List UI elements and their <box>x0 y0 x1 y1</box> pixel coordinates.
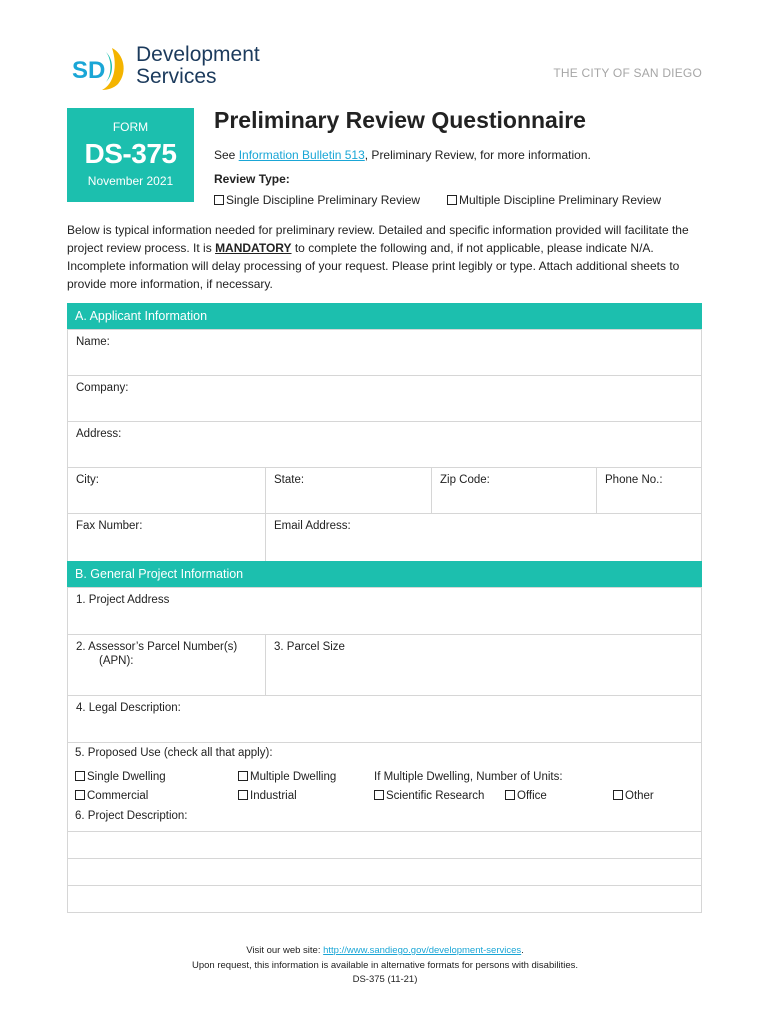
checkbox-icon[interactable] <box>238 790 248 800</box>
multiple-discipline-label: Multiple Discipline Preliminary Review <box>459 193 662 207</box>
checkbox-icon[interactable] <box>214 195 224 205</box>
intro-part2: to complete the following and, if not applicable, please indicate N/A. Incomplete information will delay processing of your request. Please print legibly or type. Attach additional sheets to provide more information, if necessary. <box>67 241 680 291</box>
form-date: November 2021 <box>87 174 174 188</box>
page-title: Preliminary Review Questionnaire <box>214 107 586 133</box>
review-type-label: Review Type: <box>214 172 290 186</box>
legal-description-label: 4. Legal Description: <box>76 702 181 714</box>
legal-description-field[interactable] <box>67 695 702 743</box>
scientific-research-option[interactable] <box>374 790 484 802</box>
name-field[interactable] <box>67 329 702 376</box>
logo-letters: SD <box>72 57 106 84</box>
logo-line1: Development <box>136 43 260 66</box>
fax-label: Fax Number: <box>76 520 143 532</box>
project-address-field[interactable] <box>67 587 702 635</box>
checkbox-icon[interactable] <box>505 790 515 800</box>
city-field[interactable] <box>67 467 266 514</box>
project-description-label: 6. Project Description: <box>75 810 188 822</box>
form-badge <box>67 108 194 202</box>
email-field[interactable] <box>265 513 702 562</box>
address-label: Address: <box>76 428 122 440</box>
city-label: City: <box>76 474 99 486</box>
apn-field[interactable] <box>67 634 266 696</box>
section-b-header: B. General Project Information <box>67 561 702 587</box>
industrial-label: Industrial <box>250 790 297 802</box>
state-label: State: <box>274 474 305 486</box>
email-label: Email Address: <box>274 520 351 532</box>
info-bulletin-link[interactable]: Information Bulletin 513 <box>238 148 365 162</box>
address-field[interactable] <box>67 421 702 468</box>
project-address-label: 1. Project Address <box>76 594 170 606</box>
scientific-research-label: Scientific Research <box>386 790 485 802</box>
project-description-line-1[interactable] <box>67 831 702 859</box>
apn-label: 2. Assessor’s Parcel Number(s) <box>76 641 238 653</box>
single-dwelling-label: Single Dwelling <box>87 771 166 783</box>
industrial-option[interactable] <box>238 790 297 802</box>
apn-label-cont: (APN): <box>99 655 134 667</box>
units-label: If Multiple Dwelling, Number of Units: <box>374 771 563 783</box>
footer-visit-text: Visit our web site: <box>246 945 324 956</box>
footer-visit-end: . <box>521 945 524 956</box>
commercial-option[interactable] <box>75 790 148 802</box>
footer-website-link[interactable]: http://www.sandiego.gov/development-services <box>323 945 522 956</box>
state-field[interactable] <box>265 467 432 514</box>
intro-paragraph <box>67 221 697 293</box>
zip-field[interactable] <box>431 467 597 514</box>
project-description-line-3[interactable] <box>67 885 702 913</box>
zip-label: Zip Code: <box>440 474 490 486</box>
other-label: Other <box>625 790 654 802</box>
multiple-dwelling-label: Multiple Dwelling <box>250 771 337 783</box>
single-discipline-option[interactable] <box>214 193 420 207</box>
parcel-size-label: 3. Parcel Size <box>274 641 345 653</box>
intro-mandatory: MANDATORY <box>215 241 292 255</box>
checkbox-icon[interactable] <box>613 790 623 800</box>
single-discipline-label: Single Discipline Preliminary Review <box>226 193 421 207</box>
commercial-label: Commercial <box>87 790 149 802</box>
intro-part1: Below is typical information needed for preliminary review. Detailed and specific information provided will facilitate the project review process. It is <box>67 223 689 255</box>
city-name: THE CITY OF SAN DIEGO <box>553 66 702 80</box>
section-a-header: A. Applicant Information <box>67 303 702 329</box>
phone-field[interactable] <box>596 467 702 514</box>
form-number: DS-375 <box>84 138 177 169</box>
company-label: Company: <box>76 382 129 394</box>
sd-logo-icon <box>72 44 130 90</box>
footer-form-code: DS-375 (11-21) <box>352 974 418 985</box>
office-label: Office <box>517 790 547 802</box>
logo-text <box>136 44 260 88</box>
project-description-line-2[interactable] <box>67 858 702 886</box>
company-field[interactable] <box>67 375 702 422</box>
checkbox-icon[interactable] <box>75 771 85 781</box>
checkbox-icon[interactable] <box>75 790 85 800</box>
office-option[interactable] <box>505 790 547 802</box>
checkbox-icon[interactable] <box>374 790 384 800</box>
see-prefix: See <box>214 148 239 162</box>
phone-label: Phone No.: <box>605 474 663 486</box>
footer-visit <box>0 945 770 956</box>
see-suffix: , Preliminary Review, for more information. <box>364 148 591 162</box>
checkbox-icon[interactable] <box>238 771 248 781</box>
form-label: FORM <box>112 120 149 134</box>
footer-accessibility: Upon request, this information is available in alternative formats for persons with disabilities. <box>192 960 578 971</box>
other-option[interactable] <box>613 790 654 802</box>
parcel-size-field[interactable] <box>265 634 702 696</box>
see-info <box>214 148 591 162</box>
multiple-discipline-option[interactable] <box>447 193 661 207</box>
fax-field[interactable] <box>67 513 266 562</box>
proposed-use-label: 5. Proposed Use (check all that apply): <box>75 747 273 759</box>
name-label: Name: <box>76 336 110 348</box>
single-dwelling-option[interactable] <box>75 771 166 783</box>
multiple-dwelling-option[interactable] <box>238 771 336 783</box>
checkbox-icon[interactable] <box>447 195 457 205</box>
logo-line2: Services <box>136 65 217 88</box>
